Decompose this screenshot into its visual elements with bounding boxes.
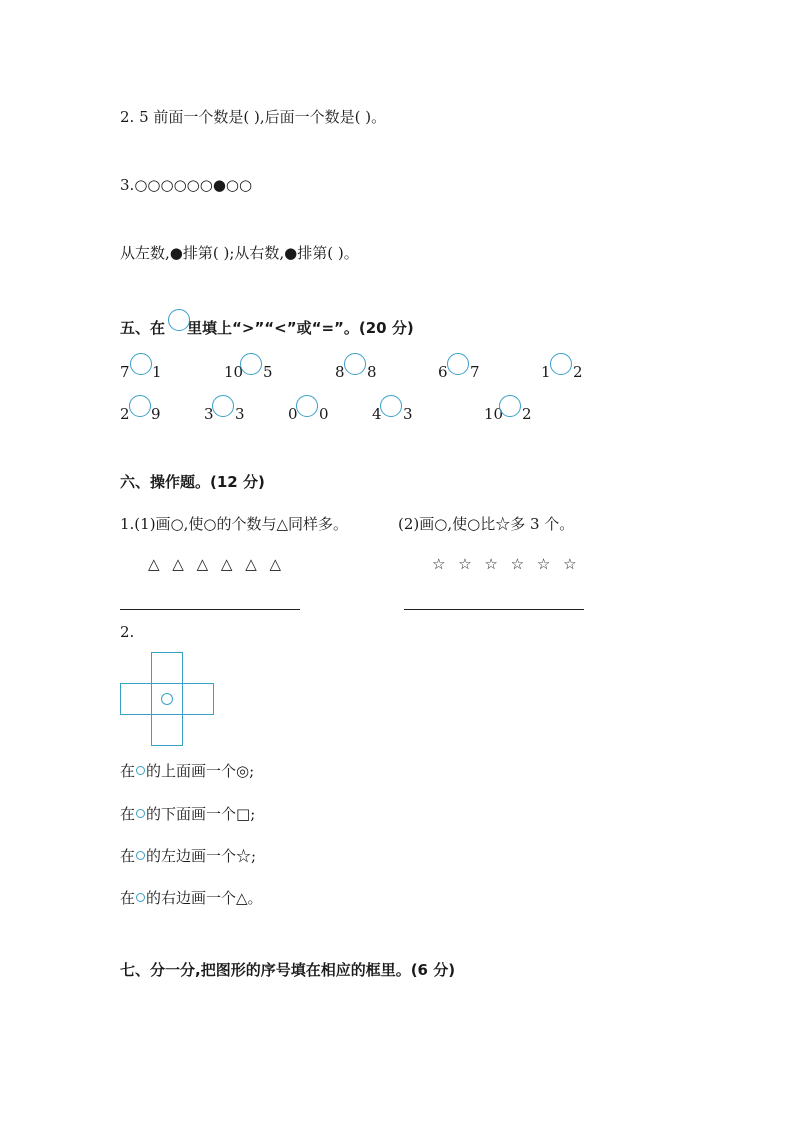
compare-left: 3: [204, 405, 214, 423]
compare-left: 6: [438, 363, 448, 381]
question-3-label: 3.: [120, 176, 135, 194]
grid-cell-bottom[interactable]: [151, 714, 183, 746]
section-5-title-prefix: 五、在: [120, 319, 166, 337]
compare-left: 8: [335, 363, 345, 381]
answer-line-2[interactable]: [404, 609, 584, 610]
compare-left: 10: [484, 405, 504, 423]
section-5-title-suffix: 里填上“>”“<”或“=”。(20 分): [187, 319, 414, 337]
compare-right: 3: [235, 405, 245, 423]
compare-circle-blank[interactable]: [344, 353, 366, 375]
compare-right: 9: [151, 405, 161, 423]
question-2: 2. 5 前面一个数是( ),后面一个数是( )。: [120, 108, 387, 126]
compare-left: 1: [541, 363, 551, 381]
instruction-prefix: 在: [120, 847, 136, 865]
compare-circle-blank[interactable]: [130, 353, 152, 375]
compare-circle-blank[interactable]: [296, 395, 318, 417]
compare-circle-blank[interactable]: [380, 395, 402, 417]
small-circle-icon: [136, 851, 145, 860]
instruction-prefix: 在: [120, 889, 136, 907]
question-6-1b: (2)画○,使○比☆多 3 个。: [398, 515, 575, 533]
compare-right: 3: [403, 405, 413, 423]
compare-left: 4: [372, 405, 382, 423]
section-5-title: [120, 318, 414, 338]
small-circle-icon: [136, 893, 145, 902]
answer-line-1[interactable]: [120, 609, 300, 610]
question-3-sequence: [120, 175, 252, 195]
instruction-prefix: 在: [120, 762, 136, 780]
compare-left: 2: [120, 405, 130, 423]
compare-right: 0: [319, 405, 329, 423]
compare-left: 0: [288, 405, 298, 423]
instruction-bottom: [120, 804, 255, 824]
grid-cell-top[interactable]: [151, 652, 183, 684]
grid-cell-left[interactable]: [120, 683, 152, 715]
title-circle-icon: [168, 309, 190, 331]
instruction-left: [120, 846, 256, 866]
triangles-row: △ △ △ △ △ △: [148, 555, 286, 573]
instruction-suffix: 的上面画一个◎;: [146, 762, 255, 780]
grid-cell-right[interactable]: [182, 683, 214, 715]
compare-circle-blank[interactable]: [212, 395, 234, 417]
compare-right: 8: [367, 363, 377, 381]
compare-right: 2: [522, 405, 532, 423]
instruction-suffix: 的左边画一个☆;: [146, 847, 257, 865]
instruction-prefix: 在: [120, 805, 136, 823]
question-3-prompt: 从左数,●排第( );从右数,●排第( )。: [120, 244, 359, 262]
instruction-right: [120, 888, 263, 908]
section-7-title: 七、分一分,把图形的序号填在相应的框里。(6 分): [120, 961, 456, 979]
compare-left: 10: [224, 363, 244, 381]
circle-sequence: ○○○○○○●○○: [134, 176, 253, 194]
compare-right: 2: [573, 363, 583, 381]
instruction-suffix: 的右边画一个△。: [146, 889, 263, 907]
instruction-suffix: 的下面画一个□;: [146, 805, 256, 823]
small-circle-icon: [136, 766, 145, 775]
stars-row: ☆ ☆ ☆ ☆ ☆ ☆: [432, 555, 581, 573]
compare-right: 1: [152, 363, 162, 381]
compare-circle-blank[interactable]: [240, 353, 262, 375]
small-circle-icon: [136, 809, 145, 818]
compare-right: 5: [263, 363, 273, 381]
center-circle-icon: [161, 693, 173, 705]
section-6-title: 六、操作题。(12 分): [120, 473, 265, 491]
compare-circle-blank[interactable]: [447, 353, 469, 375]
instruction-top: [120, 761, 254, 781]
compare-right: 7: [470, 363, 480, 381]
compare-left: 7: [120, 363, 130, 381]
question-6-1a: 1.(1)画○,使○的个数与△同样多。: [120, 515, 349, 533]
compare-circle-blank[interactable]: [550, 353, 572, 375]
compare-circle-blank[interactable]: [499, 395, 521, 417]
question-6-2-label: 2.: [120, 623, 135, 641]
compare-circle-blank[interactable]: [129, 395, 151, 417]
